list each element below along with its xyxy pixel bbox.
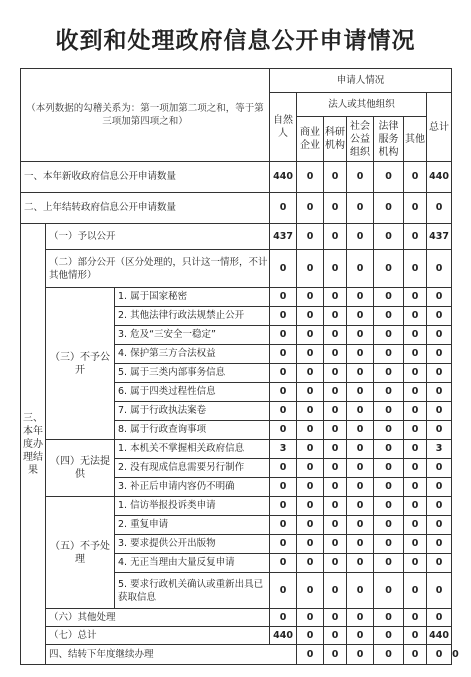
cell: 0: [427, 609, 452, 627]
header-sub: 其他: [404, 117, 427, 162]
cell: 0: [404, 440, 427, 459]
cell: 0: [347, 326, 374, 345]
row-label: （一）予以公开: [46, 224, 270, 250]
cell: 0: [324, 345, 347, 364]
cell: 0: [347, 554, 374, 573]
cell: 0: [297, 609, 324, 627]
cell: 0: [427, 573, 452, 609]
cell: 0: [427, 307, 452, 326]
cell: 0: [374, 459, 404, 478]
cell: 3: [427, 440, 452, 459]
cell: 0: [324, 535, 347, 554]
cell: 0: [427, 326, 452, 345]
cell: 0: [374, 224, 404, 250]
cell: 0: [270, 326, 297, 345]
cell: 0: [427, 250, 452, 288]
cell: 0: [427, 459, 452, 478]
cell: 0: [404, 459, 427, 478]
cell: 0: [297, 288, 324, 307]
cell: 0: [404, 421, 427, 440]
cell: 0: [374, 645, 404, 665]
header-natural-person: 自然人: [270, 93, 297, 162]
cell: 0: [270, 478, 297, 497]
cell: 0: [374, 573, 404, 609]
cell: 0: [404, 535, 427, 554]
cell: 0: [374, 554, 404, 573]
row-label: 8. 属于行政查询事项: [115, 421, 270, 440]
cell: 0: [427, 364, 452, 383]
cell: 0: [324, 250, 347, 288]
row-label: （二）部分公开（区分处理的，只计这一情形，不计其他情形）: [46, 250, 270, 288]
cell: 0: [324, 440, 347, 459]
cell: 0: [270, 459, 297, 478]
cell: 0: [427, 383, 452, 402]
table-row: [21, 250, 452, 288]
cell: 0: [297, 326, 324, 345]
cell: 0: [270, 345, 297, 364]
table-row: [21, 288, 452, 307]
table-row: [21, 162, 452, 193]
cell: 0: [297, 459, 324, 478]
cell: 0: [404, 326, 427, 345]
cell: 0: [347, 627, 374, 645]
row-label: 2. 其他法律行政法规禁止公开: [115, 307, 270, 326]
cell: 0: [324, 516, 347, 535]
cell: 0: [324, 478, 347, 497]
cell: 0: [374, 307, 404, 326]
cell: 0: [297, 307, 324, 326]
cell: 0: [374, 516, 404, 535]
cell: 0: [297, 645, 324, 665]
cell: 0: [270, 421, 297, 440]
row-label: 3. 要求提供公开出版物: [115, 535, 270, 554]
cell: 0: [297, 402, 324, 421]
cell: 0: [270, 383, 297, 402]
table-row: [21, 627, 452, 645]
cell: 0: [324, 326, 347, 345]
cell: 437: [427, 224, 452, 250]
cell: 0: [297, 193, 324, 224]
cell: 0: [270, 364, 297, 383]
group-unable-to-provide-label: （四）无法提供: [46, 440, 115, 497]
cell: 0: [374, 193, 404, 224]
cell: 0: [404, 345, 427, 364]
cell: 0: [404, 645, 427, 665]
cell: 0: [324, 162, 347, 193]
cell: 440: [270, 627, 297, 645]
cell: 0: [374, 250, 404, 288]
cell: 0: [427, 645, 452, 665]
header-sub: 社会公益组织: [347, 117, 374, 162]
header-sub: 科研机构: [324, 117, 347, 162]
cell: 0: [427, 516, 452, 535]
cell: 0: [324, 497, 347, 516]
cell: 0: [427, 345, 452, 364]
cell: 0: [347, 459, 374, 478]
cell: 0: [404, 162, 427, 193]
cell: 0: [297, 383, 324, 402]
cell: 0: [324, 383, 347, 402]
cell: 0: [324, 421, 347, 440]
cell: 0: [270, 535, 297, 554]
row-label: 5. 属于三类内部事务信息: [115, 364, 270, 383]
group-not-disclosed-label: （三）不予公开: [46, 288, 115, 440]
cell: 0: [374, 364, 404, 383]
row-label: 6. 属于四类过程性信息: [115, 383, 270, 402]
header-sub: 商业企业: [297, 117, 324, 162]
cell: 0: [427, 421, 452, 440]
header-legal-entity: 法人或其他组织: [297, 93, 427, 117]
row-label: 二、上年结转政府信息公开申请数量: [21, 193, 270, 224]
table-row: [21, 440, 452, 459]
table-row: 四、结转下年度继续办理 0 0 0 0 0 0 0: [21, 645, 452, 665]
cell: 0: [347, 193, 374, 224]
row-label: 一、本年新收政府信息公开申请数量: [21, 162, 270, 193]
cell: 0: [297, 478, 324, 497]
cell: 0: [404, 250, 427, 288]
row-label: 4. 保护第三方合法权益: [115, 345, 270, 364]
cell: 0: [404, 307, 427, 326]
cell: 0: [270, 288, 297, 307]
cell: 0: [324, 307, 347, 326]
cell: 0: [270, 554, 297, 573]
cell: 0: [324, 364, 347, 383]
cell: 0: [374, 345, 404, 364]
cell: 3: [270, 440, 297, 459]
cell: 0: [427, 554, 452, 573]
cell: 0: [324, 459, 347, 478]
cell: 0: [324, 193, 347, 224]
cell: 0: [374, 478, 404, 497]
header-total: 总计: [427, 93, 452, 162]
cell: 0: [347, 478, 374, 497]
cell: 0: [347, 440, 374, 459]
row-label: （六）其他处理: [46, 609, 270, 627]
cell: 440: [427, 627, 452, 645]
table-row: [21, 609, 452, 627]
cell: 0: [297, 250, 324, 288]
cell: 0: [404, 402, 427, 421]
cell: 0: [347, 250, 374, 288]
cell: 0: [297, 224, 324, 250]
cell: 0: [347, 288, 374, 307]
cell: 0: [404, 478, 427, 497]
cell: 0: [404, 627, 427, 645]
cell: 0: [347, 224, 374, 250]
cell: 0: [404, 288, 427, 307]
cell: 0: [297, 554, 324, 573]
cell: 0: [404, 224, 427, 250]
cell: 0: [297, 627, 324, 645]
row-label: 7. 属于行政执法案卷: [115, 402, 270, 421]
cell: 0: [347, 383, 374, 402]
cell: 0: [324, 224, 347, 250]
cell: 0: [347, 535, 374, 554]
cell: 0: [297, 345, 324, 364]
header-sub: 法律服务机构: [374, 117, 404, 162]
cell: 0: [270, 402, 297, 421]
cell: 0: [374, 440, 404, 459]
page-title: 收到和处理政府信息公开申请情况: [55, 28, 416, 54]
cell: 0: [374, 421, 404, 440]
cell: 0: [347, 516, 374, 535]
cell: 0: [270, 193, 297, 224]
cell: 0: [404, 516, 427, 535]
cell: 0: [297, 421, 324, 440]
row-label: 1. 属于国家秘密: [115, 288, 270, 307]
row-label: 1. 本机关不掌握相关政府信息: [115, 440, 270, 459]
cell: 0: [297, 162, 324, 193]
cell: 0: [374, 288, 404, 307]
cell: 0: [324, 645, 347, 665]
cell: 0: [427, 478, 452, 497]
cell: 0: [404, 364, 427, 383]
row-label: 5. 要求行政机关确认或重新出具已获取信息: [115, 573, 270, 609]
cell: 440: [427, 162, 452, 193]
cell: 0: [347, 364, 374, 383]
cell: 0: [270, 250, 297, 288]
cell: 0: [347, 307, 374, 326]
cell: 0: [347, 609, 374, 627]
table-row: [21, 224, 452, 250]
cell: 0: [324, 288, 347, 307]
cell: 0: [374, 326, 404, 345]
cell: 0: [427, 497, 452, 516]
cell: 0: [374, 497, 404, 516]
cell: 0: [324, 573, 347, 609]
row-label: 四、结转下年度继续办理: [46, 645, 297, 665]
cell: 0: [374, 383, 404, 402]
cell: 0: [297, 516, 324, 535]
cell: 0: [374, 402, 404, 421]
cell: 0: [404, 573, 427, 609]
cell: 0: [427, 402, 452, 421]
cell: 0: [404, 554, 427, 573]
application-table: [20, 68, 459, 665]
cell: 0: [374, 535, 404, 554]
row-label: 1. 信访举报投诉类申请: [115, 497, 270, 516]
cell: 0: [324, 609, 347, 627]
cell: 0: [404, 383, 427, 402]
cell: 0: [347, 573, 374, 609]
cell: 0: [270, 497, 297, 516]
cell: 0: [347, 402, 374, 421]
row-label: 3. 危及“三安全一稳定”: [115, 326, 270, 345]
cell: 0: [324, 627, 347, 645]
section-three-label: 三、本年度办理结果: [21, 224, 46, 665]
cell: 0: [324, 402, 347, 421]
row-label: 4. 无正当理由大量反复申请: [115, 554, 270, 573]
cell: 0: [270, 609, 297, 627]
cell: 0: [324, 554, 347, 573]
cell: 0: [427, 535, 452, 554]
cell: 0: [347, 421, 374, 440]
cell: 0: [347, 345, 374, 364]
table-row: [21, 497, 452, 516]
row-label: 2. 没有现成信息需要另行制作: [115, 459, 270, 478]
row-label: 2. 重复申请: [115, 516, 270, 535]
group-not-processed-label: （五）不予处理: [46, 497, 115, 609]
cell: 0: [404, 193, 427, 224]
cell: 0: [347, 162, 374, 193]
cell: 0: [347, 497, 374, 516]
cell: 0: [297, 440, 324, 459]
row-label: 3. 补正后申请内容仍不明确: [115, 478, 270, 497]
header-applicant: 申请人情况: [270, 69, 452, 93]
header-note: （本列数据的勾稽关系为：第一项加第二项之和，等于第三项加第四项之和）: [21, 69, 270, 162]
cell: 0: [270, 307, 297, 326]
cell: 0: [374, 609, 404, 627]
cell: 0: [297, 364, 324, 383]
cell: 0: [427, 193, 452, 224]
table-row: [21, 193, 452, 224]
cell: 0: [270, 573, 297, 609]
row-label: （七）总计: [46, 627, 270, 645]
cell: 0: [297, 573, 324, 609]
cell: 437: [270, 224, 297, 250]
cell: 0: [270, 516, 297, 535]
cell: 0: [374, 162, 404, 193]
cell: 440: [270, 162, 297, 193]
cell: 0: [427, 288, 452, 307]
cell: 0: [404, 609, 427, 627]
cell: 0: [404, 497, 427, 516]
cell: 0: [297, 535, 324, 554]
cell: 0: [347, 645, 374, 665]
cell: 0: [297, 497, 324, 516]
cell: 0: [374, 627, 404, 645]
